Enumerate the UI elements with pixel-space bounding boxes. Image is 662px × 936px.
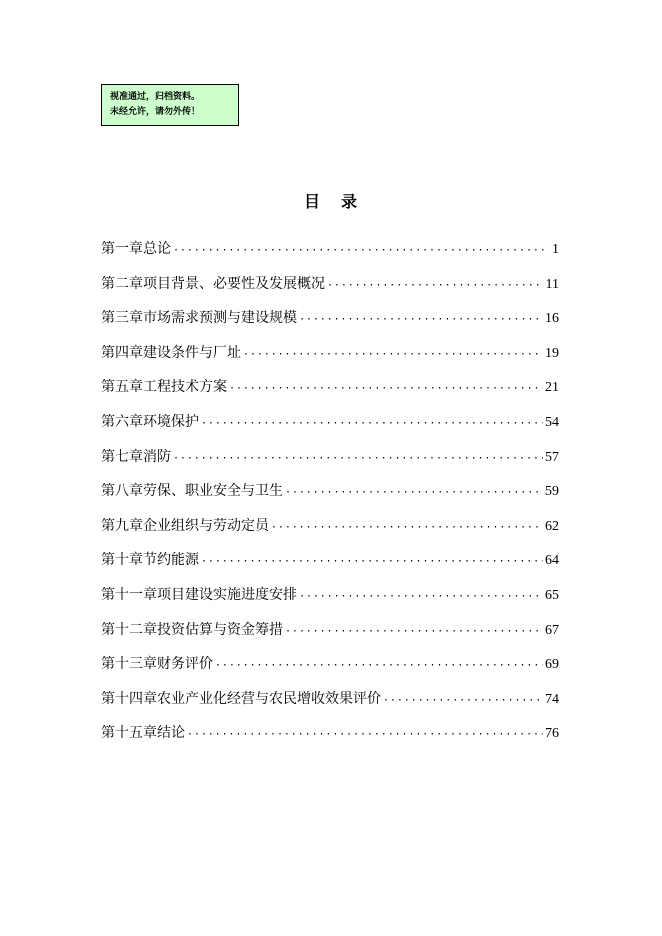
toc-entry-page: 54: [545, 414, 559, 430]
confidential-notice-box: [101, 84, 239, 126]
toc-entry-label: 第九章企业组织与劳动定员: [101, 517, 269, 534]
toc-entry[interactable]: [101, 274, 559, 309]
toc-entry-page: 74: [545, 691, 559, 707]
toc-entry-page: 67: [545, 622, 559, 638]
toc-entry[interactable]: [101, 412, 559, 447]
toc-entry-label: 第十一章项目建设实施进度安排: [101, 586, 297, 603]
toc-entry[interactable]: [101, 689, 559, 724]
toc-entry[interactable]: [101, 481, 559, 516]
toc-entry-page: 76: [545, 726, 559, 742]
toc-dot-leader: [215, 656, 543, 676]
toc-entry-page: 65: [545, 587, 559, 603]
toc-entry-page: 11: [545, 276, 559, 292]
toc-entry[interactable]: [101, 308, 559, 343]
toc-entry[interactable]: [101, 239, 559, 274]
toc-entry[interactable]: [101, 516, 559, 551]
notice-line-1: 视准通过，归档资料。: [110, 92, 201, 102]
toc-entry-label: 第十章节约能源: [101, 552, 199, 569]
toc-dot-leader: [201, 552, 543, 572]
notice-line-2: 未经允许，请勿外传！: [110, 107, 201, 117]
page-title: [0, 189, 662, 212]
toc-entry-label: 第八章劳保、职业安全与卫生: [101, 483, 283, 500]
toc-entry-label: 第四章建设条件与厂址: [101, 344, 241, 361]
toc-dot-leader: [299, 310, 543, 330]
toc-entry[interactable]: [101, 585, 559, 620]
toc-entry[interactable]: [101, 620, 559, 655]
toc-entry-page: 1: [552, 242, 559, 257]
toc-entry-label: 第三章市场需求预测与建设规模: [101, 310, 297, 327]
toc-dot-leader: [383, 691, 543, 711]
toc-entry-label: 第六章环境保护: [101, 413, 199, 430]
toc-dot-leader: [173, 449, 543, 469]
toc-entry-label: 第七章消防: [101, 448, 171, 465]
toc-entry[interactable]: [101, 550, 559, 585]
toc-entry[interactable]: [101, 447, 559, 482]
toc-dot-leader: [285, 622, 543, 642]
toc-dot-leader: [173, 241, 545, 261]
toc-dot-leader: [299, 587, 543, 607]
toc-entry-label: 第十四章农业产业化经营与农民增收效果评价: [101, 690, 381, 707]
toc-dot-leader: [327, 276, 544, 296]
title-char-1: 目: [303, 192, 321, 211]
toc-entry-label: 第一章总论: [101, 241, 171, 257]
toc-entry-label: 第二章项目背景、必要性及发展概况: [101, 275, 325, 292]
toc-dot-leader: [201, 414, 543, 434]
toc-entry-page: 19: [545, 345, 559, 361]
toc-entry-page: 62: [545, 518, 559, 534]
toc-dot-leader: [229, 379, 543, 399]
toc-entry-page: 64: [545, 553, 559, 569]
toc-entry[interactable]: [101, 723, 559, 758]
toc-entry-label: 第五章工程技术方案: [101, 379, 227, 396]
toc-entry-label: 第十五章结论: [101, 725, 185, 742]
toc-entry-label: 第十二章投资估算与资金筹措: [101, 621, 283, 638]
toc-entry-page: 69: [545, 657, 559, 673]
toc-entry[interactable]: [101, 377, 559, 412]
toc-entry-page: 57: [545, 449, 559, 465]
toc-entry-label: 第十三章财务评价: [101, 656, 213, 673]
title-char-2: 录: [341, 192, 359, 211]
toc-entry-page: 21: [545, 380, 559, 396]
table-of-contents: [101, 239, 559, 758]
toc-entry-page: 16: [545, 311, 559, 327]
toc-entry[interactable]: [101, 343, 559, 378]
toc-dot-leader: [187, 725, 543, 745]
toc-entry-page: 59: [545, 484, 559, 500]
toc-dot-leader: [285, 483, 543, 503]
toc-dot-leader: [271, 518, 543, 538]
toc-dot-leader: [243, 345, 543, 365]
toc-entry[interactable]: [101, 654, 559, 689]
